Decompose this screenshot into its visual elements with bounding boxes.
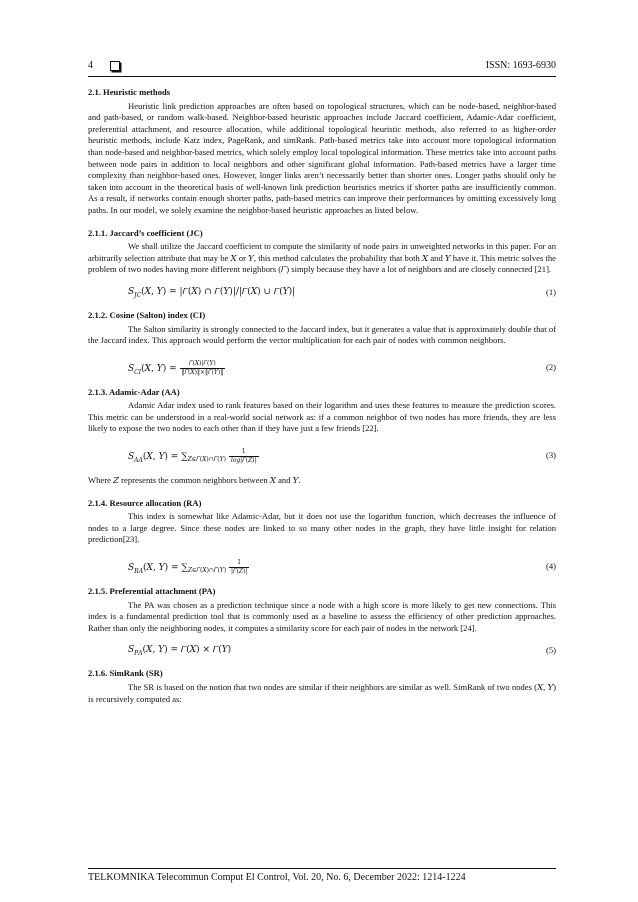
equation-1-expression: 𝑆$_{𝐽𝐶}$(𝑋, 𝑌) = |𝛤(𝑋) ∩ 𝛤(𝑌)|/|𝛤(𝑋) ∪ 𝛤(𝑌)| xyxy=(128,286,296,299)
paragraph-resource-allocation: This index is somewhat like Adamic-Adar, but it does not use the logarithm function, which decreases the influence of nodes to a large degree. Since these nodes are linked to so many other nodes in the graph, they have little insight for relation prediction[23]. xyxy=(88,511,556,545)
equation-2 xyxy=(88,354,556,380)
equation-1-number: (1) xyxy=(545,286,556,297)
section-heading-2-1-6: 2.1.6. SimRank (SR) xyxy=(88,668,163,679)
section-heading-2-1-4: 2.1.4. Resource allocation (RA) xyxy=(88,497,202,508)
equation-1 xyxy=(88,283,556,303)
equation-4-number: (4) xyxy=(545,561,556,572)
equation-2-number: (2) xyxy=(545,361,556,372)
section-heading-2-1-3: 2.1.3. Adamic-Adar (AA) xyxy=(88,386,180,397)
equation-5 xyxy=(88,641,556,661)
equation-4-expression: 𝑆$_{𝑅𝐴}$(𝑋, 𝑌) = $\sum_{𝑍\in 𝛤(𝑋)\cap 𝛤(𝑌)}$ $\frac{1}{\text{|𝛤(𝑍)|}}$ xyxy=(128,559,248,576)
equation-3-number: (3) xyxy=(545,450,556,461)
page-content xyxy=(88,87,556,705)
equation-4 xyxy=(88,553,556,579)
section-heading-2-1-5: 2.1.5. Preferential attachment (PA) xyxy=(88,586,216,597)
section-heading-2-1-1: 2.1.1. Jaccard’s coefficient (JC) xyxy=(88,227,203,238)
page-number: 4 xyxy=(88,60,93,71)
equation-5-expression: 𝑆$_{𝑃𝐴}$(𝑋, 𝑌) = 𝛤(𝑋) × 𝛤(𝑌) xyxy=(128,645,232,658)
checkbox-square-icon xyxy=(110,61,120,71)
header-rule xyxy=(88,76,556,77)
paragraph-heuristic-methods: Heuristic link prediction approaches are often based on topological structures, which can be node-based, neighbor-based and path-based, or random walk-based. Neighbor-based heuristic approaches include Jaccard coefficient, Adamic-Adar coefficient, preferential attachment, and resource allocation, while additional topological heuristic methods, also referred to as higher-order heuristic methods, include Katz index, PageRank, and simRank. Path-based metrics take into account more topological information than node-based and neighbor-based metrics, which solely employ local topological information. These metrics take into account paths between node pairs in addition to local neighbors and other significant global information. Path-based metrics have a larger time complexity than neighbor-based ones. However, longer links aren’t necessarily better than shorter ones. Longer paths should only be taken into account in the theoretical basis of well-known link prediction heuristics metrics if shorter paths are insufficiently common. As a result, if networks contain enough shorter paths, path-based metrics can improve their performances by omitting excessively long paths. In our model, we solely examine the neighbor-based heuristic approaches as listed below. xyxy=(88,100,556,215)
equation-3-expression: 𝑆$_{𝐴𝐴}$(𝑋, 𝑌) = $\sum_{𝑍\in 𝛤(𝑋)\cap 𝛤(𝑌)}$ $\frac{1}{\text{𝑙𝑜𝑔|𝛤(𝑍)|}}$ xyxy=(128,448,257,465)
equation-3 xyxy=(88,442,556,468)
paragraph-where-z: Where 𝑍 represents the common neighbors between 𝑋 and 𝑌. xyxy=(88,475,301,486)
page-header xyxy=(88,60,556,74)
paragraph-adamic-adar: Adamic Adar index used to rank features based on their logarithm and uses these features to measure the prediction scores. This metric can be understood in a real-world social network as: if a common neighbor of two nodes has more friends, they are less likely to expose the two nodes to each other than if they have just a few friends [22]. xyxy=(88,400,556,434)
equation-2-fraction: $\frac{\text{𝛤(𝑋)|𝛤(𝑌)}}{\text{‖𝛤(𝑋)‖×‖𝛤(𝑌)‖}}$ xyxy=(181,359,224,376)
paragraph-cosine: The Salton similarity is strongly connected to the Jaccard index, but it generates a value that is approximately double that of the Jaccard index. This approach would perform the vector multiplication for each pair of nodes with common neighbors. xyxy=(88,323,556,346)
equation-5-number: (5) xyxy=(545,645,556,656)
equation-3-fraction: $\frac{1}{\text{𝑙𝑜𝑔|𝛤(𝑍)|}}$ xyxy=(230,448,257,465)
equation-2-expression: 𝑆$_{𝐶𝐼}$(𝑋, 𝑌) = $\frac{\text{𝛤(𝑋)|𝛤(𝑌)}}{\text{‖𝛤(𝑋)‖×‖𝛤(𝑌)‖}}$ xyxy=(128,359,224,376)
paragraph-simrank: The SR is based on the notion that two nodes are similar if their neighbors are similar as well. SimRank of two nodes (𝑋, 𝑌) is recursively computed as: xyxy=(88,682,556,704)
paragraph-jaccard: We shall utilize the Jaccard coefficient to compute the similarity of node pairs in unweighted networks in this paper. For an arbitrarily selection attribute that may be 𝑋 or 𝑌, this method calculates the probability that both 𝑋 and 𝑌 have it. This metric solves the problem of two nodes having more different neighbors (𝛤) simply because they have a lot of neighbors and are closely connected [21]. xyxy=(88,241,556,275)
section-heading-2-1-2: 2.1.2. Cosine (Salton) index (CI) xyxy=(88,309,206,320)
issn-label: ISSN: 1693-6930 xyxy=(485,60,556,71)
section-heading-2-1: 2.1. Heuristic methods xyxy=(88,87,171,97)
footer-rule xyxy=(88,868,556,869)
page-footer: TELKOMNIKA Telecommun Comput El Control, Vol. 20, No. 6, December 2022: 1214-1224 xyxy=(88,872,466,883)
equation-4-fraction: $\frac{1}{\text{|𝛤(𝑍)|}}$ xyxy=(231,559,248,576)
paragraph-preferential-attachment: The PA was chosen as a prediction technique since a node with a high score is more likely to get new connections. This index is a fundamental prediction tool that is commonly used as a baseline to assess the efficiency of other prediction approaches. Rather than only the neighboring nodes, it computes a similarity score for each pair of nodes in the network [24]. xyxy=(88,599,556,633)
